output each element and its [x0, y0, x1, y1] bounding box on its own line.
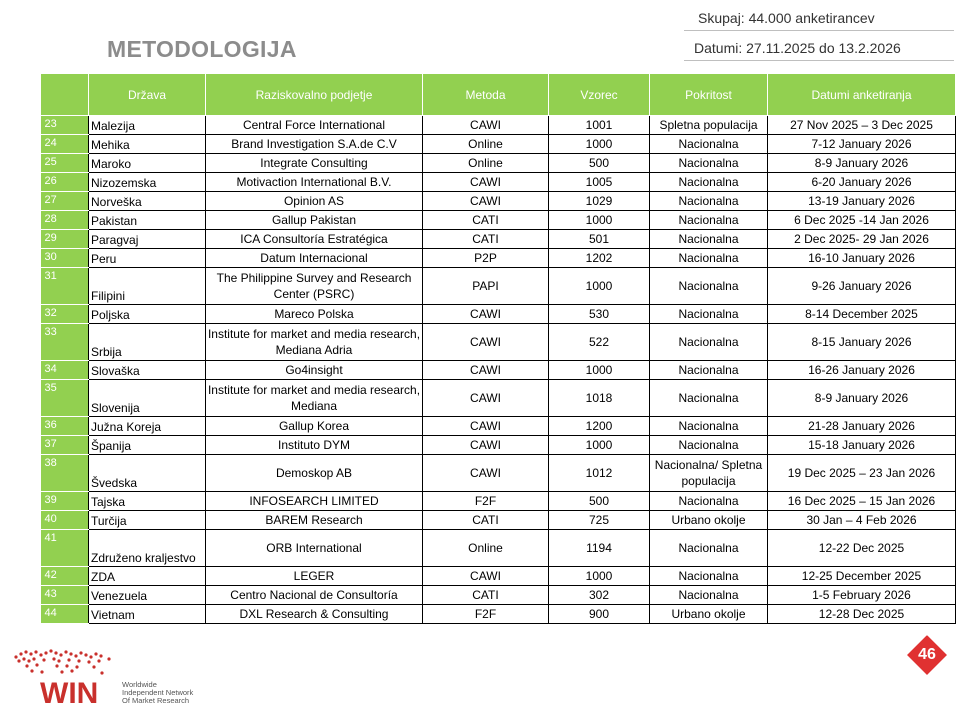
header-sample: Vzorec: [549, 74, 650, 116]
summary-box: [684, 8, 954, 61]
company-cell: Institute for market and media research, Mediana: [206, 380, 423, 417]
dates-cell: 12-22 Dec 2025: [768, 530, 956, 567]
method-cell: CAWI: [423, 455, 549, 492]
table-row: [41, 305, 956, 324]
country-cell: Peru: [89, 249, 206, 268]
company-cell: Central Force International: [206, 116, 423, 135]
country-cell: Slovenija: [89, 380, 206, 417]
row-number: 38: [41, 455, 89, 492]
row-number: 37: [41, 436, 89, 455]
survey-dates: Datumi: 27.11.2025 do 13.2.2026: [684, 38, 954, 61]
sample-cell: 725: [549, 511, 650, 530]
table-row: [41, 417, 956, 436]
coverage-cell: Nacionalna/ Spletna populacija: [650, 455, 768, 492]
sample-cell: 1000: [549, 211, 650, 230]
row-number: 25: [41, 154, 89, 173]
sample-cell: 1029: [549, 192, 650, 211]
row-number: 39: [41, 492, 89, 511]
row-number: 24: [41, 135, 89, 154]
table-row: [41, 361, 956, 380]
sample-cell: 530: [549, 305, 650, 324]
dates-cell: 19 Dec 2025 – 23 Jan 2026: [768, 455, 956, 492]
table-row: [41, 173, 956, 192]
dates-cell: 2 Dec 2025- 29 Jan 2026: [768, 230, 956, 249]
table-header-row: [41, 74, 956, 116]
country-cell: Srbija: [89, 324, 206, 361]
company-cell: Datum Internacional: [206, 249, 423, 268]
row-number: 41: [41, 530, 89, 567]
company-cell: Brand Investigation S.A.de C.V: [206, 135, 423, 154]
sample-cell: 1200: [549, 417, 650, 436]
method-cell: CAWI: [423, 305, 549, 324]
sample-cell: 1012: [549, 455, 650, 492]
methodology-table: [40, 73, 956, 624]
coverage-cell: Nacionalna: [650, 324, 768, 361]
row-number: 30: [41, 249, 89, 268]
country-cell: Južna Koreja: [89, 417, 206, 436]
dates-cell: 13-19 January 2026: [768, 192, 956, 211]
header-dates: Datumi anketiranja: [768, 74, 956, 116]
table-row: [41, 567, 956, 586]
coverage-cell: Urbano okolje: [650, 605, 768, 624]
company-cell: The Philippine Survey and Research Center (PSRC): [206, 268, 423, 305]
method-cell: CATI: [423, 586, 549, 605]
coverage-cell: Nacionalna: [650, 530, 768, 567]
coverage-cell: Nacionalna: [650, 586, 768, 605]
table-row: [41, 605, 956, 624]
row-number: 42: [41, 567, 89, 586]
table-row: [41, 511, 956, 530]
dates-cell: 8-9 January 2026: [768, 154, 956, 173]
coverage-cell: Nacionalna: [650, 173, 768, 192]
method-cell: CATI: [423, 230, 549, 249]
sample-cell: 1194: [549, 530, 650, 567]
table-row: [41, 135, 956, 154]
table-row: [41, 586, 956, 605]
coverage-cell: Nacionalna: [650, 154, 768, 173]
company-cell: Motivaction International B.V.: [206, 173, 423, 192]
table-row: [41, 116, 956, 135]
country-cell: Vietnam: [89, 605, 206, 624]
row-number: 31: [41, 268, 89, 305]
row-number: 33: [41, 324, 89, 361]
method-cell: CAWI: [423, 324, 549, 361]
country-cell: Norveška: [89, 192, 206, 211]
dates-cell: 21-28 January 2026: [768, 417, 956, 436]
company-cell: ICA Consultoría Estratégica: [206, 230, 423, 249]
company-cell: Institute for market and media research, Mediana Adria: [206, 324, 423, 361]
company-cell: INFOSEARCH LIMITED: [206, 492, 423, 511]
method-cell: Online: [423, 135, 549, 154]
row-number: 23: [41, 116, 89, 135]
method-cell: F2F: [423, 605, 549, 624]
method-cell: Online: [423, 154, 549, 173]
method-cell: CAWI: [423, 380, 549, 417]
country-cell: Pakistan: [89, 211, 206, 230]
header-corner: [41, 74, 89, 116]
sample-cell: 1001: [549, 116, 650, 135]
page-number-badge: [905, 633, 949, 677]
dates-cell: 7-12 January 2026: [768, 135, 956, 154]
dates-cell: 9-26 January 2026: [768, 268, 956, 305]
table-row: [41, 436, 956, 455]
sample-cell: 1018: [549, 380, 650, 417]
row-number: 40: [41, 511, 89, 530]
country-cell: Mehika: [89, 135, 206, 154]
row-number: 36: [41, 417, 89, 436]
country-cell: Poljska: [89, 305, 206, 324]
method-cell: CAWI: [423, 173, 549, 192]
method-cell: P2P: [423, 249, 549, 268]
coverage-cell: Nacionalna: [650, 211, 768, 230]
coverage-cell: Nacionalna: [650, 249, 768, 268]
page-title: METODOLOGIJA: [107, 36, 297, 62]
dates-cell: 1-5 February 2026: [768, 586, 956, 605]
header-country: Država: [89, 74, 206, 116]
logo-caption-line-2: Independent Network: [122, 688, 194, 697]
country-cell: Malezija: [89, 116, 206, 135]
method-cell: CATI: [423, 511, 549, 530]
row-number: 43: [41, 586, 89, 605]
method-cell: CAWI: [423, 361, 549, 380]
company-cell: Integrate Consulting: [206, 154, 423, 173]
sample-cell: 522: [549, 324, 650, 361]
row-number: 28: [41, 211, 89, 230]
row-number: 26: [41, 173, 89, 192]
country-cell: Turčija: [89, 511, 206, 530]
coverage-cell: Nacionalna: [650, 380, 768, 417]
sample-cell: 500: [549, 154, 650, 173]
dates-cell: 15-18 January 2026: [768, 436, 956, 455]
table-row: [41, 154, 956, 173]
method-cell: CATI: [423, 211, 549, 230]
method-cell: CAWI: [423, 116, 549, 135]
company-cell: Gallup Korea: [206, 417, 423, 436]
table-row: [41, 455, 956, 492]
table-row: [41, 268, 956, 305]
header-method: Metoda: [423, 74, 549, 116]
country-cell: Združeno kraljestvo: [89, 530, 206, 567]
method-cell: PAPI: [423, 268, 549, 305]
logo-caption-line-1: Worldwide: [122, 680, 157, 689]
table-row: [41, 530, 956, 567]
header-coverage: Pokritost: [650, 74, 768, 116]
method-cell: CAWI: [423, 417, 549, 436]
country-cell: Nizozemska: [89, 173, 206, 192]
company-cell: Demoskop AB: [206, 455, 423, 492]
table-row: [41, 211, 956, 230]
dates-cell: 16 Dec 2025 – 15 Jan 2026: [768, 492, 956, 511]
coverage-cell: Nacionalna: [650, 567, 768, 586]
company-cell: BAREM Research: [206, 511, 423, 530]
table-row: [41, 192, 956, 211]
method-cell: CAWI: [423, 192, 549, 211]
sample-cell: 1000: [549, 567, 650, 586]
logo-caption: [122, 681, 193, 705]
method-cell: Online: [423, 530, 549, 567]
coverage-cell: Nacionalna: [650, 230, 768, 249]
country-cell: Španija: [89, 436, 206, 455]
country-cell: Slovaška: [89, 361, 206, 380]
company-cell: Centro Nacional de Consultoría: [206, 586, 423, 605]
method-cell: F2F: [423, 492, 549, 511]
total-respondents: Skupaj: 44.000 anketirancev: [684, 8, 954, 31]
dates-cell: 12-25 December 2025: [768, 567, 956, 586]
row-number: 32: [41, 305, 89, 324]
country-cell: ZDA: [89, 567, 206, 586]
table-row: [41, 249, 956, 268]
logo-caption-line-3: Of Market Research: [122, 696, 190, 705]
row-number: 29: [41, 230, 89, 249]
method-cell: CAWI: [423, 567, 549, 586]
table-body: [41, 116, 956, 624]
header-company: Raziskovalno podjetje: [206, 74, 423, 116]
country-cell: Tajska: [89, 492, 206, 511]
dates-cell: 8-14 December 2025: [768, 305, 956, 324]
coverage-cell: Spletna populacija: [650, 116, 768, 135]
country-cell: Maroko: [89, 154, 206, 173]
company-cell: Opinion AS: [206, 192, 423, 211]
table-row: [41, 230, 956, 249]
company-cell: DXL Research & Consulting: [206, 605, 423, 624]
row-number: 44: [41, 605, 89, 624]
coverage-cell: Nacionalna: [650, 361, 768, 380]
sample-cell: 501: [549, 230, 650, 249]
sample-cell: 1000: [549, 361, 650, 380]
table-row: [41, 380, 956, 417]
country-cell: Paragvaj: [89, 230, 206, 249]
row-number: 34: [41, 361, 89, 380]
sample-cell: 900: [549, 605, 650, 624]
coverage-cell: Nacionalna: [650, 417, 768, 436]
country-cell: Švedska: [89, 455, 206, 492]
page-number: 46: [918, 646, 936, 663]
sample-cell: 1202: [549, 249, 650, 268]
dates-cell: 12-28 Dec 2025: [768, 605, 956, 624]
dates-cell: 8-15 January 2026: [768, 324, 956, 361]
dates-cell: 27 Nov 2025 – 3 Dec 2025: [768, 116, 956, 135]
company-cell: Mareco Polska: [206, 305, 423, 324]
sample-cell: 1000: [549, 135, 650, 154]
country-cell: Venezuela: [89, 586, 206, 605]
sample-cell: 500: [549, 492, 650, 511]
coverage-cell: Nacionalna: [650, 436, 768, 455]
method-cell: CAWI: [423, 436, 549, 455]
dates-cell: 30 Jan – 4 Feb 2026: [768, 511, 956, 530]
sample-cell: 1000: [549, 268, 650, 305]
dates-cell: 16-10 January 2026: [768, 249, 956, 268]
dates-cell: 8-9 January 2026: [768, 380, 956, 417]
row-number: 35: [41, 380, 89, 417]
coverage-cell: Nacionalna: [650, 492, 768, 511]
dates-cell: 6 Dec 2025 -14 Jan 2026: [768, 211, 956, 230]
logo-wordmark: WIN: [40, 677, 99, 710]
sample-cell: 302: [549, 586, 650, 605]
coverage-cell: Nacionalna: [650, 305, 768, 324]
row-number: 27: [41, 192, 89, 211]
sample-cell: 1000: [549, 436, 650, 455]
table-row: [41, 492, 956, 511]
coverage-cell: Nacionalna: [650, 135, 768, 154]
coverage-cell: Urbano okolje: [650, 511, 768, 530]
company-cell: Gallup Pakistan: [206, 211, 423, 230]
sample-cell: 1005: [549, 173, 650, 192]
dates-cell: 16-26 January 2026: [768, 361, 956, 380]
company-cell: Instituto DYM: [206, 436, 423, 455]
country-cell: Filipini: [89, 268, 206, 305]
company-cell: ORB International: [206, 530, 423, 567]
table-row: [41, 324, 956, 361]
dates-cell: 6-20 January 2026: [768, 173, 956, 192]
coverage-cell: Nacionalna: [650, 192, 768, 211]
company-cell: Go4insight: [206, 361, 423, 380]
company-cell: LEGER: [206, 567, 423, 586]
coverage-cell: Nacionalna: [650, 268, 768, 305]
